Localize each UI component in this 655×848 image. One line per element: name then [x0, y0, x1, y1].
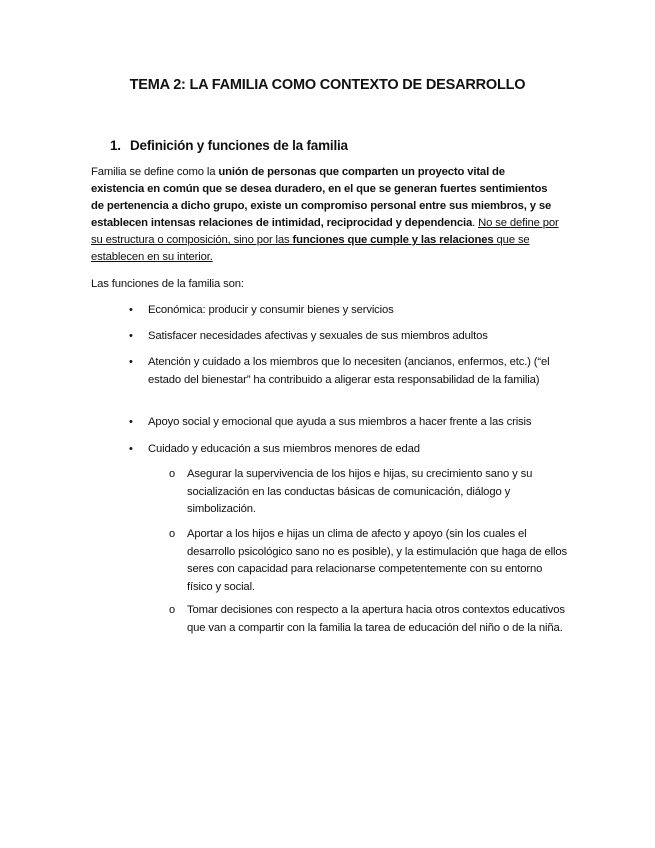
section-number: 1.	[110, 138, 121, 153]
bullet-icon: •	[129, 356, 133, 368]
definition-bold: unión de personas que comparten un proyecto vital de existencia en común que se desea duradero, en el que se generan fuertes sentimientos de pertenencia a dicho grupo, existe un compromiso personal entre sus miembros, y se establecen intensas relaciones de intimidad, reciprocidad y dependencia	[91, 166, 552, 229]
bullet-icon: •	[129, 304, 133, 316]
definition-lead: Familia se define como la	[91, 166, 219, 178]
sub-bullet-icon: o	[169, 468, 175, 480]
definition-underline-1: No se define por su estructura o composición, sino por las	[91, 217, 559, 246]
sub-function-text: Asegurar la supervivencia de los hijos e hijas, su crecimiento sano y su socialización en las conductas básicas de comunicación, diálogo y simbolización.	[187, 468, 533, 515]
function-text: Satisfacer necesidades afectivas y sexuales de sus miembros adultos	[148, 330, 488, 342]
sub-list-item	[169, 602, 569, 637]
function-text: Económica: producir y consumir bienes y servicios	[148, 304, 394, 316]
document-title: TEMA 2: LA FAMILIA COMO CONTEXTO DE DESARROLLO	[129, 77, 526, 93]
list-item	[129, 302, 568, 320]
bullet-icon: •	[129, 416, 133, 428]
list-item	[129, 354, 568, 389]
section-heading	[110, 138, 348, 153]
sub-function-text: Tomar decisiones con respecto a la apertura hacia otros contextos educativos que van a compartir con la familia la tarea de educación del niño o de la niña.	[187, 604, 565, 634]
definition-underline-2: que se establecen en su interior.	[91, 234, 530, 263]
function-text: Atención y cuidado a los miembros que lo necesiten (ancianos, enfermos, etc.) (“el estado del bienestar” ha contribuido a aligerar esta responsabilidad de la familia)	[148, 356, 550, 386]
definition-period: .	[472, 217, 479, 229]
sub-function-text: Aportar a los hijos e hijas un clima de afecto y apoyo (sin los cuales el desarrollo psicológico sano no es posible), y la estimulación que haga de ellos seres con capacidad para relacionarse competentemente con su entorno físico y social.	[187, 528, 568, 593]
definition-paragraph	[91, 164, 561, 266]
functions-intro: Las funciones de la familia son:	[91, 278, 244, 290]
list-item	[129, 441, 568, 459]
sub-list-item	[169, 466, 569, 519]
section-title: Definición y funciones de la familia	[130, 138, 348, 153]
list-item	[129, 414, 568, 432]
bullet-icon: •	[129, 330, 133, 342]
list-item	[129, 328, 568, 346]
bullet-icon: •	[129, 443, 133, 455]
function-text: Apoyo social y emocional que ayuda a sus miembros a hacer frente a las crisis	[148, 416, 532, 428]
sub-bullet-icon: o	[169, 528, 175, 540]
function-text: Cuidado y educación a sus miembros menores de edad	[148, 443, 420, 455]
sub-bullet-icon: o	[169, 604, 175, 616]
definition-underline-bold: funciones que cumple y las relaciones	[292, 234, 494, 246]
sub-list-item	[169, 526, 569, 596]
